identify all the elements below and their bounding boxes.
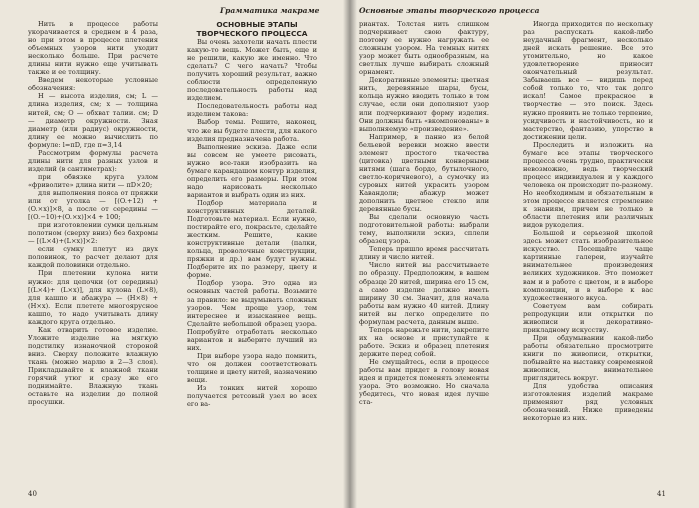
left-page-column-2 [187, 20, 317, 408]
paragraph: Иногда приходится по нескольку раз распускать какой-либо неудачный фрагмент, несколько дней искать решение. Все это утомительно, но какое удовлетворение приносит окончательный результат. Забываешь все — видишь перед собой только то, что так долго искал! Самое прекрасное в творчестве — это поиск. Здесь нужно проявить не только терпение, усидчивость и настойчивость, но и мастерство, фантазию, упорство в достижении цели. [523, 20, 653, 141]
paragraph: Число нитей вы рассчитываете по образцу. Предположим, в вашем образце 20 нитей, ширина его 15 см, а само изделие должно иметь ширину 30 см. Значит, для начала работы вам нужно 40 нитей. Длину нитей вы легко определите по формулам расчета, данным выше. [359, 261, 489, 326]
paragraph: Теперь нарежьте нити, закрепите их на основе и приступайте к работе. Эскиз и образец плетения держите перед собой. [359, 325, 489, 358]
paragraph: Введем некоторые условные обозначения: [28, 76, 158, 93]
paragraph: Не смущайтесь, если в процессе работы вам придет в голову новая идея и придется поменять элементы узора. Это возможно. Но сначала убедитесь, что новая идея лучше ста- [359, 357, 489, 407]
paragraph: Вы очень захотели начать плести какую-то вещь. Может быть, еще и не решили, какую же именно. Что сделать? С чего начать? Чтобы получить хороший результат, важно соблюсти определенную последовательность работы над изделием. [187, 38, 317, 103]
right-page-column-1 [359, 20, 489, 406]
left-page-column-1 [28, 20, 158, 406]
paragraph: Вы сделали основную часть подготовительной работы: выбрали тему, выполнили эскиз, сплели образец узора. [359, 213, 489, 246]
paragraph: Последовательность работы над изделием такова: [187, 102, 317, 119]
paragraph: Проследить и изложить на бумаге все этапы творческого процесса очень трудно, практически невозможно, ведь творческий процесс индивидуален и у каждого человека он происходит по-разному. Но необходимым и обязательным в этом процессе является стремление к знаниям, причем не только в области плетения или различных видов рукоделия. [523, 140, 653, 230]
paragraph: Выполнение эскиза. Даже если вы совсем не умеете рисовать, нужно все-таки изобразить на бумаге карандашом контур изделия, определить его размеры. При этом надо нарисовать несколько вариантов и выбрать один из них. [187, 142, 317, 199]
page-number: 41 [657, 490, 666, 498]
paragraph: H — высота изделия, см; L — длина изделия, см; x — толщина нитей, см; O — обхват талии. см; D — диаметр окружности. Зная диаметр (или радиус) окружности, длину ее можно вычислить по формуле: l=πD, где π=3,14 [28, 92, 158, 149]
paragraph: Для удобства описания изготовления изделий макраме применяют ряд условных обозначений. Ниже приведены некоторые из них. [523, 382, 653, 423]
paragraph: Нить в процессе работы укорачивается в среднем в 4 раза, но при этом в процессе плетения объемных узоров нити уходит несколько больше. При расчете длины нити нужно еще учитывать также и ее толщину. [28, 20, 158, 77]
page-number: 40 [28, 490, 37, 498]
running-head: Основные этапы творческого процесса [359, 6, 540, 15]
paragraph: для выполнения пояса от пряжки или от уголка — [(O.+12) + (O.×x)]×8, а после от середины — [(O.−10)+(O.×x)]×4 + 100; [28, 188, 158, 222]
paragraph: при изготовлении сумки цельным полотном (сверху вниз) без бахромы — [(L×4)+(L×x)]×2: [28, 221, 158, 246]
paragraph: Теперь пришло время рассчитать длину и число нитей. [359, 245, 489, 262]
paragraph: Рассмотрим формулы расчета длины нити для разных узлов и изделий (в сантиметрах): [28, 148, 158, 173]
paragraph: при обвязке круга узлом «фриволите» длина нити — πD×20; [28, 172, 158, 189]
paragraph: Как отварить готовое изделие. Уложите изделие на мягкую подстилку изнаночной стороной вниз. Сверху положите влажную ткань (можно марлю в 2—3 слоя). Прикладывайте к влажной ткани горячий утюг и сразу же его поднимайте. Влажную ткань оставьте на изделии до полной просушки. [28, 325, 158, 407]
paragraph: При плетении кулона нити нужно: для цепочки (от середины) [(L×4)+ (L×x)], для кулона (L×8), для кашпо и абажура — (H×8) + (H×x). Если плетете многоярусное кашпо, то надо учитывать длину каждого круга отдельно. [28, 269, 158, 326]
paragraph: Советуем вам собирать репродукции или открытки по живописи и декоративно-прикладному искусству. [523, 301, 653, 334]
section-heading: ОСНОВНЫЕ ЭТАПЫ ТВОРЧЕСКОГО ПРОЦЕССА [196, 20, 308, 38]
left-page [0, 0, 349, 508]
paragraph: Подбор материала и конструктивных деталей. Подготовьте материал. Если нужно, постирайте его, покрасьте, сделайте жестким. Решите, какие конструктивные детали (палки, кольца, проволочные конструкции, пряжки и др.) вам будут нужны. Подберите их по размеру, цвету и форме. [187, 198, 317, 280]
right-page [349, 0, 699, 508]
paragraph: Из тонких нитей хорошо получается ретсовый узел во всех его ва- [187, 384, 317, 409]
paragraph: Выбор темы. Решите, наконец, что же вы будете плести, для какого изделия предназначена работа. [187, 118, 317, 143]
paragraph: Большой и серьезной школой здесь может стать изобразительное искусство. Посещайте чаще картинные галереи, изучайте внимательнее произведения великих художников. Это поможет вам и в работе с цветом, и в выборе композиции, и в выборе к вас художественного вкуса. [523, 229, 653, 302]
paragraph: При обдумывании какой-либо работы обязательно просмотрите книги по живописи, открытки, побывайте на выставку современной живописи, внимательнее приглядитесь вокруг. [523, 333, 653, 383]
paragraph: Подбор узора. Это одна из основных частей работы. Возьмите за правило: не выдумывать сложных узоров. Чем проще узор, тем интереснее и изысканнее вещь. Сделайте небольшой образец узора. Попробуйте отработать несколько вариантов и выберите лучший из них. [187, 279, 317, 352]
paragraph: При выборе узора надо помнить, что он должен соответствовать толщине и цвету нитей, назначению вещи. [187, 351, 317, 384]
running-head: Грамматика макраме [220, 6, 320, 15]
book-gutter [343, 0, 357, 508]
paragraph: Например, в панно из белой бельевой веревки можно ввести элемент простого ткачества (цитовка) цветными конверными нитями (шага бордо, бутылочного, светло-коричневого), а сумочку из суровых нитей украсить узором Кавандоли; абажур может дополнить цветное стекло или деревянные бусы. [359, 132, 489, 214]
paragraph: риантах. Толстая нить слишком подчеркивает свою фактуру, поэтому ее нужно нагружать ее сложным узором. На темных нитях узор может быть однообразным, на светлых лучше выбирать сложный орнамент. [359, 20, 489, 77]
paragraph: Декоративные элементы: цветная нить, деревянные шары, бусы, кольца нужно вводить только в том случае, если они дополняют узор или подчеркивают форму изделия. Они должны быть «вкомпонованы» в выполняемую «произведение». [359, 76, 489, 133]
right-page-column-2 [523, 20, 653, 422]
paragraph: если сумку плетут из двух половинок, то расчет делают для каждой половинки отдельно. [28, 245, 158, 270]
